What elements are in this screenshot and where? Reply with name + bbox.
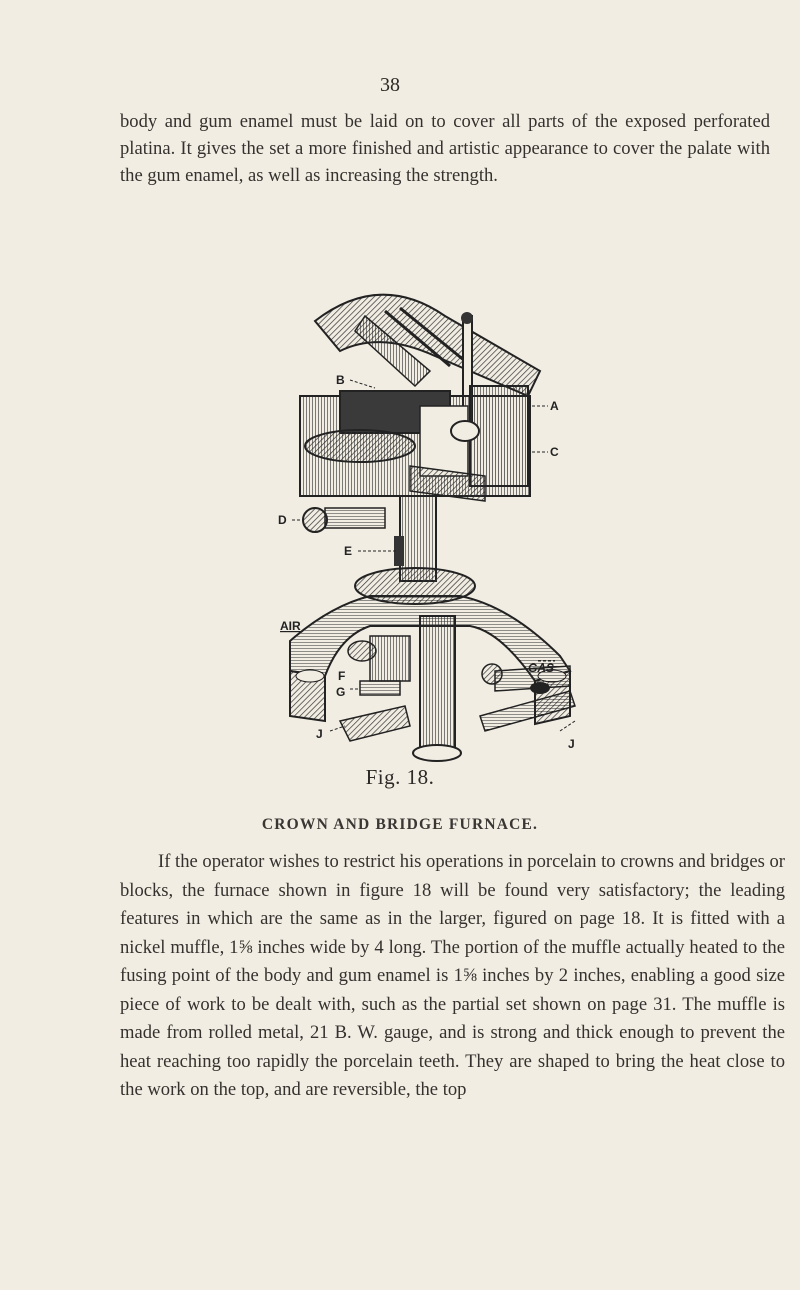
label-b: B (336, 373, 345, 387)
furnace-body (300, 386, 530, 501)
label-j-right: J (568, 737, 575, 751)
label-a: A (550, 399, 559, 413)
gas-knob (303, 508, 385, 532)
label-gas: GAS (528, 661, 555, 675)
label-e: E (344, 544, 353, 558)
page-number: 38 (380, 74, 400, 96)
label-g: G (336, 685, 346, 699)
label-c: C (550, 445, 559, 459)
figure-title: CROWN AND BRIDGE FURNACE. (261, 816, 539, 833)
body-text: If the operator wishes to restrict his operations in porcelain to crowns and bridges or blocks, the furnace shown in figure 18 will be found very satisfactory; the leading features in which are the same as in the larger, figured on page 18. It is fitted with a nickel muffle, 1⅝ inches wide by 4 long. The portion of the muffle actually heated to the fusing point of the body and gum enamel is 1⅝ inches by 2 inches, enabling a good size piece of work to be dealt with, such as the partial set shown on page 31. The muffle is made from rolled metal, 21 B. W. gauge, and is strong and thick enough to prevent the heat reaching too rapidly the porcelain teeth. They are shaped to bring the heat close to the work on the top, and are reversible, the top (120, 851, 785, 1100)
label-f: F (338, 669, 346, 683)
label-d: D (278, 513, 287, 527)
label-j-left: J (316, 727, 323, 741)
intro-paragraph (120, 108, 770, 189)
figure-caption: Fig. 18. (365, 765, 435, 789)
label-air: AIR (280, 619, 301, 633)
body-paragraph (120, 848, 785, 1105)
intro-text: body and gum enamel must be laid on to cover all parts of the exposed perforated platina. It gives the set a more finished and artistic appearance to cover the palate with the gum enamel, as well as increasing the strength. (120, 111, 770, 186)
furnace-illustration (270, 276, 600, 762)
